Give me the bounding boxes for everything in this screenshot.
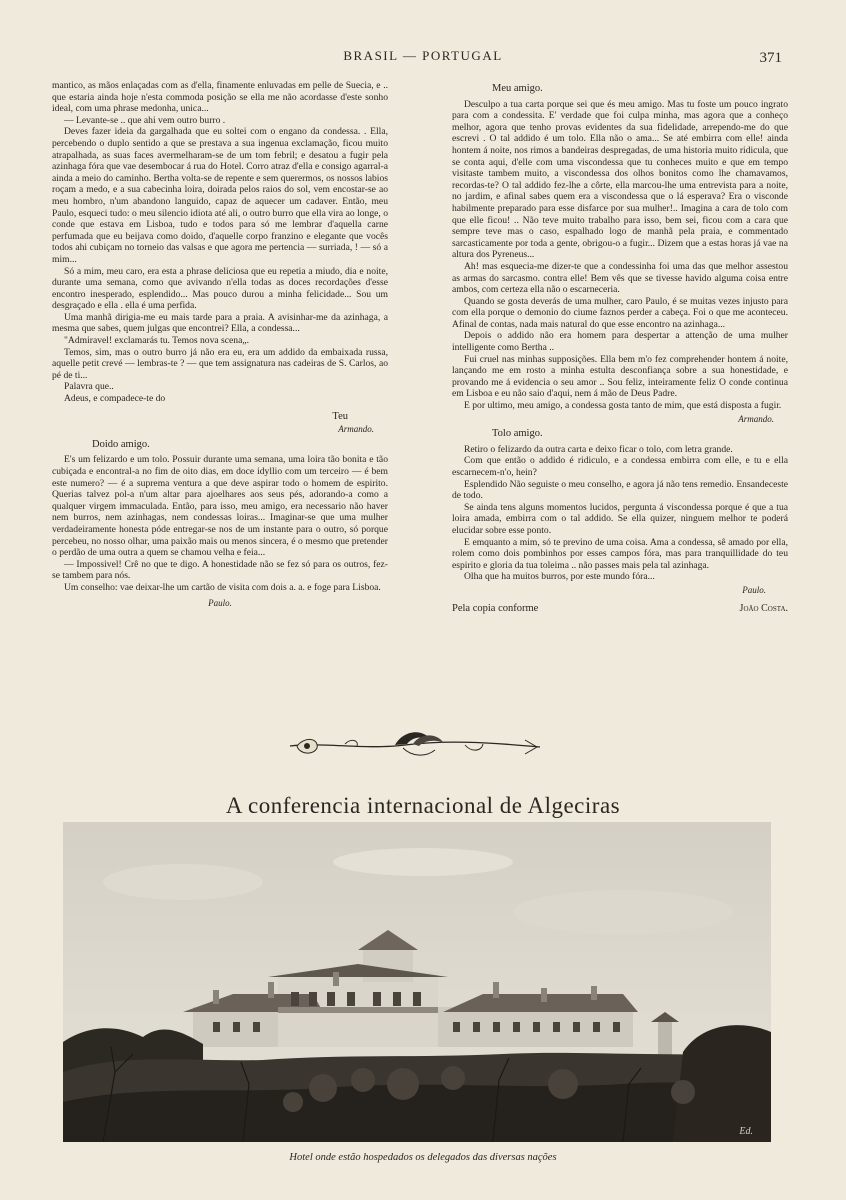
paragraph: Depois o addido não era homem para despertar a attenção de uma mulher intelligente como Bertha .. — [452, 330, 788, 354]
paragraph: Deves fazer ideia da gargalhada que eu soltei com o engano da condessa. . Ella, percebendo o duplo sentido a que se prestava a sua ingenua exclamação, ficou muito atrapalhada, as suas faces avermelharam-se de um tom febril; e desatou a fugir pela azinhaga fóra que vae desembocar á rua do Hotel. Corro atraz d'ella e consigo agarral-a ainda a meio do caminho. Bertha volta-se de repente e sem querermos, os nossos labios roçam a medo, e a sua cabecinha loira, doirada pelos raios do sol, vem encostar-se ao meu hombro, n'um abandono languido, capaz de aquecer um cadaver. Então, meu Paulo, esqueci tudo: o meu silencio idiota até ali, o outro burro que ella vira ao longe, o conde que estava em Lisboa, tudo e todos para só me lembrar d'aquella carne perfumada que eu beijava como doido, d'aquelle corpo franzino e elegante que vocês todos ahi cubiçam no torneio das valsas e que agora me pertencia — surriada, ! — só a mim... — [52, 126, 388, 265]
article-title: A conferencia internacional de Algeciras — [225, 793, 621, 819]
paragraph: Se ainda tens alguns momentos lucidos, pergunta á viscondessa porque é que a tua loira amada, embirra com o tal addido. Se ella quizer, ninguem melhor te poderá elucidar sobre esse ponto. — [452, 501, 788, 536]
paragraph: — Impossivel! Crê no que te digo. A honestidade não se fez só para os outros, fez-se tambem para nós. — [52, 558, 388, 582]
paragraph: Palavra que.. — [64, 381, 114, 393]
letter-paulo-2-body — [452, 444, 788, 583]
paragraph: Temos, sim, mas o outro burro já não era eu, era um addido da embaixada russa, aquelle petit crevé — lembras-te ? — que tem assignatura nas cadeiras de S. Carlos, ao pé de ti... — [52, 346, 388, 381]
salutation-tolo-amigo: Tolo amigo. — [492, 428, 543, 440]
salutation-meu-amigo: Meu amigo. — [492, 83, 543, 94]
signature-armando: Armando. — [338, 424, 374, 435]
paragraph: Adeus, e compadece-te do — [64, 393, 166, 405]
signature-armando-2: Armando. — [738, 413, 774, 424]
paragraph: Uma manhã dirigia-me eu mais tarde para a praia. A avisinhar-me da azinhaga, a mesma que sabes, quem julgas que encontrei? Ella, a condessa... — [52, 311, 388, 335]
hotel-photograph — [63, 822, 771, 1142]
running-title: BRASIL — PORTUGAL — [343, 48, 503, 63]
paragraph: Quando se gosta deverás de uma mulher, caro Paulo, é se muitas vezes injusto para com ella porque o demonio do ciume faznos perder a cabeça. Foi o que me aconteceu. Afinal de contas, nada mais natural do que esse encontro na azinhaga... — [452, 295, 788, 330]
letter-armando-2-body — [452, 99, 788, 412]
paragraph: Só a mim, meu caro, era esta a phrase deliciosa que eu repetia a miudo, dia e noite, durante uma semana, como que avivando n'ella todas as doces recordações d'esse encontro inesperado, esplendido... Mas pouco durou a minha felicidade... Sou um desgraçado e ella . ella é uma perfida. — [52, 265, 388, 312]
photo-signature: Ed. — [739, 1126, 753, 1137]
paragraph: "Admiravel! exclamarás tu. Temos nova scena„. — [64, 335, 250, 347]
paragraph: Retiro o felizardo da outra carta e deixo ficar o tolo, com letra grande. — [464, 443, 733, 455]
right-column — [452, 80, 788, 614]
paragraph: E por ultimo, meu amigo, a condessa gosta tanto de mim, que está disposta a fugir. — [464, 400, 782, 412]
letter-paulo-1-body — [52, 454, 388, 593]
paragraph: — Levante-se .. que ahi vem outro burro . — [64, 114, 226, 126]
closing-signature-joao-costa: João Costa. — [739, 602, 788, 614]
paragraph: E emquanto a mim, só te previno de uma coisa. Ama a condessa, sê amado por ella, rolem como dois pombinhos por esses campos fóra, mas para tranquillidade do teu espirito e gloria da tua toleima .. não passes mais pela tal azinhaga. — [452, 536, 788, 571]
page-number: 371 — [759, 50, 782, 66]
paragraph: Um conselho: vae deixar-lhe um cartão de visita com dois a. a. e foge para Lisboa. — [64, 581, 381, 593]
closing-row — [452, 603, 788, 615]
closing-copia: Pela copia conforme — [452, 602, 539, 614]
paragraph: E's um felizardo e um tolo. Possuir durante uma semana, uma loira tão bonita e tão cubiçada e encontral-a no fim de oito dias, em doce idyllio com um terceiro — é bem este numero? — é a suprema ventura a que deve aspirar todo o homem de espirito. Querias talvez pol-a n'um altar para ajoelhares aos seus pés, adorando-a como a qualquer virgem immaculada. Então, para isso, meu amigo, era necessario não haver nem burros, nem azinhagas, nem condessas loiras... Imaginar-se que uma mulher verdadeiramente honesta póde entregar-se nos de um instante para o outro, só porque percebeu, no nosso olhar, uma paixão mais ou menos sincera, é o mesmo que pretender o perdão de uma outra a quem se chamou velha e feia... — [52, 454, 388, 559]
paragraph: mantico, as mãos enlaçadas com as d'ella, finamente enluvadas em pelle de Suecia, e .. que estaria ainda hoje n'esta commoda posição se ella me não acordasse d'este sonho ideal, com uma phrase medonha, unica... — [52, 80, 388, 115]
left-column — [52, 80, 388, 609]
paragraph: Fui cruel nas minhas supposições. Ella bem m'o fez comprehender hontem á noite, lançando me em rosto a minha estulta desconfiança sobre a sua honestidade, e provando me á evidencia o seu amor .. Sou feliz, inteiramente feliz O conde continua em Lisboa e eu não saio d'aqui, nem á mão de Deus Padre. — [452, 353, 788, 400]
paragraph: Esplendido Não seguiste o meu conselho, e agora já não tens remedio. Ensandeceste de todo. — [452, 478, 788, 502]
signature-paulo-2: Paulo. — [742, 584, 766, 595]
signoff-teu: Teu — [332, 410, 348, 422]
page-header — [0, 48, 846, 68]
photo-caption: Hotel onde estão hospedados os delegados das diversas nações — [289, 1152, 557, 1163]
paragraph: Desculpo a tua carta porque sei que és meu amigo. Mas tu foste um pouco ingrato para com a condessita. E' verdade que foi culpa minha, mas agora que a conheço melhor, agora que tenho provas evidentes da sua fidelidade, arrependo-me do que escrevi . O tal addido é um tolo. Ella não o ama... Se até embirra com elle! ainda hontem á noite, nos rimos a bandeiras despregadas, de uma historia muito ridicula, que se conta aqui, d'elle com uma viscondessa que tu conheces muito e que em tempo visitaste tambem muito, a viscondessa dos olhos bonitos como lhe chamavamos, recordas-te? O tal addido fez-lhe a côrte, ella marcou-lhe uma entrevista para a noite, no jardim, e afinal sabes quem era a viscondessa que o lá esperava? Era o visconde habilmente preparado para esse disfarce por sua mulher!.. Imagina a cara de tolo com que elle ficou! .. Não teve muito trabalho para isso, bem sei, ficou com a cara que sempre teve mas o caso, espalhado logo de manhã pela praia, e commentado sarcasticamente por toda a gente, obrigou-o a fugir... Dizem que a estas horas já vae na altura dos Pyreneus... — [452, 98, 788, 261]
signature-paulo: Paulo. — [208, 597, 232, 608]
paragraph: Olha que ha muitos burros, por este mundo fóra... — [464, 571, 655, 583]
floral-ornament — [285, 728, 545, 764]
paragraph: Ah! mas esquecia-me dizer-te que a condessinha foi uma das que melhor assestou as armas do sarcasmo. contra elle! Bem vês que se tivesse havido alguma coisa entre ambos, com certeza ella não o escarneceria. — [452, 260, 788, 296]
letter-armando-1-body — [52, 80, 388, 405]
paragraph: Com que então o addido é ridiculo, e a condessa embirra com elle, e tu e ella escarnecem-n'o, hein? — [452, 455, 788, 478]
salutation-doido-amigo: Doido amigo. — [92, 438, 150, 450]
